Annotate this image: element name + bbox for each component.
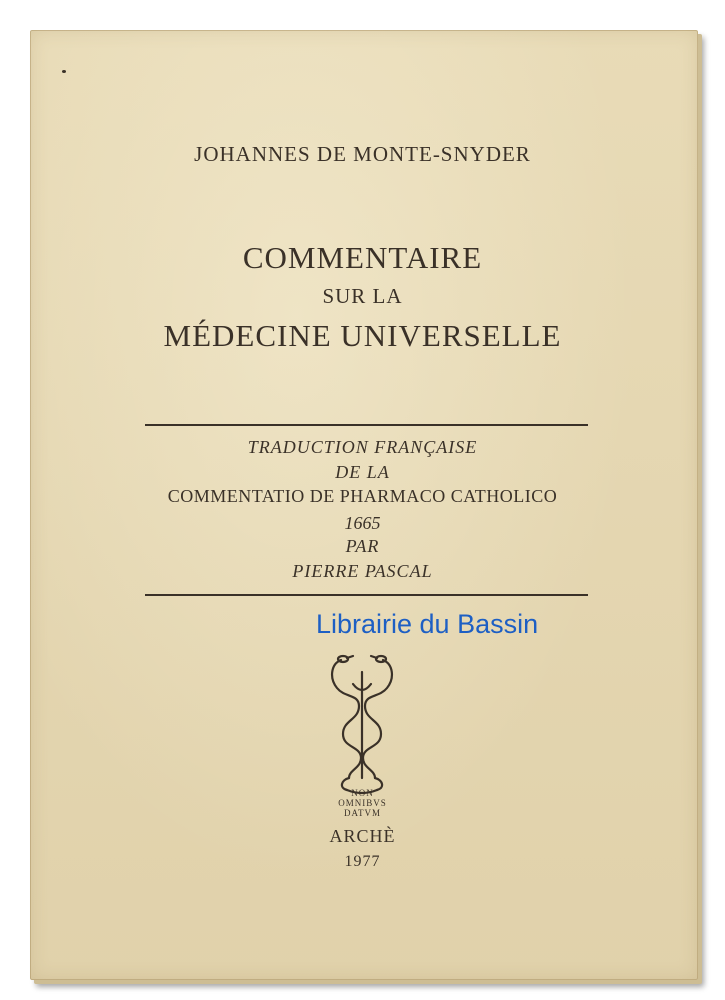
paper-speck: [62, 70, 66, 73]
publisher-name: ARCHÈ: [329, 826, 396, 846]
translation-line-2: DE LA: [335, 462, 390, 482]
publication-year: 1977: [344, 853, 381, 870]
motto-line-1: NON: [351, 788, 374, 798]
translation-year: 1665: [344, 513, 381, 533]
translator-name: PIERRE PASCAL: [292, 561, 433, 581]
divider-bottom: [145, 594, 588, 596]
motto-line-2: OMNIBVS: [338, 798, 387, 808]
author-name: JOHANNES DE MONTE-SNYDER: [194, 142, 531, 166]
translation-line-par: PAR: [345, 536, 380, 556]
translation-line-1: TRADUCTION FRANÇAISE: [247, 437, 478, 457]
title-line-1: COMMENTAIRE: [242, 240, 483, 275]
translation-line-3: COMMENTATIO DE PHARMACO CATHOLICO: [167, 486, 558, 506]
caduceus-serpents-icon: [319, 650, 405, 800]
divider-top: [145, 424, 588, 426]
title-line-3: MÉDECINE UNIVERSELLE: [163, 318, 562, 353]
motto-line-3: DATVM: [343, 808, 381, 818]
title-line-2: SUR LA: [322, 284, 403, 308]
watermark-text: Librairie du Bassin: [316, 609, 539, 639]
